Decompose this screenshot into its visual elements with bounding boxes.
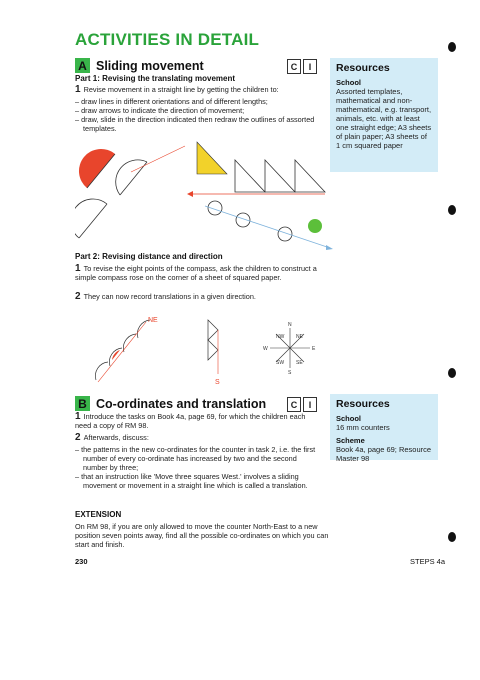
svg-text:N: N: [288, 322, 292, 328]
part1-step1: 1 Revise movement in a straight line by getting the children to:: [75, 84, 279, 95]
section-b-header: [75, 396, 266, 411]
section-b-bullets: [75, 445, 320, 490]
outline-triangle: [265, 160, 295, 192]
part2-step2: 2 They can now record translations in a given direction.: [75, 291, 256, 302]
resources-school-label: School: [336, 414, 362, 423]
outline-semicircle: [116, 160, 147, 195]
binder-hole-dot: [448, 205, 456, 215]
binder-hole-dot: [448, 368, 456, 378]
red-semicircle-shape: [79, 149, 115, 188]
resources-school-text: 16 mm counters: [336, 423, 390, 432]
activity-type-icons-a: [287, 59, 317, 74]
resources-scheme-text: Book 4a, page 69; Resource Master 98: [336, 445, 432, 463]
svg-text:W: W: [263, 346, 268, 352]
section-b-badge: B: [75, 396, 90, 411]
outline-triangle: [235, 160, 265, 192]
binder-hole-dot: [448, 42, 456, 52]
resources-scheme-label: Scheme: [336, 436, 365, 445]
ne-label: NE: [148, 317, 158, 324]
compass-illustration: [90, 310, 330, 390]
extension-title: EXTENSION: [75, 510, 122, 519]
section-b-step1: 1 Introduce the tasks on Book 4a, page 69, for which the children each need a copy of RM 98.: [75, 411, 306, 430]
individual-activity-icon: I: [303, 59, 317, 74]
part2-title: Part 2: Revising distance and direction: [75, 252, 223, 261]
resources-school-label: School: [336, 78, 362, 87]
svg-text:E: E: [312, 346, 316, 352]
slide-arrow: [131, 146, 185, 172]
svg-text:S: S: [288, 370, 292, 376]
class-activity-icon: C: [287, 59, 301, 74]
outline-triangle: [295, 160, 325, 192]
resources-title: Resources: [336, 62, 390, 74]
list-item: – draw lines in different orientations and of different lengths;: [75, 97, 268, 106]
section-a-header: [75, 58, 204, 73]
section-a-badge: A: [75, 58, 90, 73]
list-item: – the patterns in the new co-ordinates for the counter in task 2, i.e. the first number of every co-ordinate has increased by two and the second number by three;: [75, 445, 316, 472]
resources-school-text: Assorted templates, mathematical and non-mathematical, e.g. transport, animals, etc. with at least one straight edge; A3 sheets of plain paper; A3 sheets of 1 cm squared paper: [336, 87, 432, 150]
list-item: – draw arrows to indicate the direction of movement;: [75, 106, 245, 115]
activity-type-icons-b: [287, 397, 317, 412]
list-item: – that an instruction like 'Move three squares West.' involves a sliding movement or movement in a straight line which is called a translation.: [75, 472, 308, 490]
list-item: – draw, slide in the direction indicated then redraw the outlines of assorted templates.: [75, 115, 315, 133]
resources-panel-b: [330, 394, 438, 463]
svg-text:SE: SE: [296, 360, 303, 366]
outline-semicircle-lower: [75, 199, 107, 238]
part2-step1: 1 To revise the eight points of the compass, ask the children to construct a simple compass rose on the corner of a sheet of squared paper.: [75, 263, 317, 282]
page-title: ACTIVITIES IN DETAIL: [75, 30, 260, 49]
s-label: S: [215, 379, 220, 386]
green-circle-shape: [308, 219, 322, 233]
page-number: 230: [75, 557, 88, 566]
part1-title: Part 1: Revising the translating movement: [75, 74, 236, 83]
part1-bullets: [75, 97, 325, 133]
individual-activity-icon: I: [303, 397, 317, 412]
resources-panel-a: [330, 58, 438, 172]
svg-text:NW: NW: [276, 334, 285, 340]
section-b-step2: 2 Afterwards, discuss:: [75, 432, 149, 443]
svg-text:NE: NE: [296, 334, 303, 340]
svg-text:SW: SW: [276, 360, 285, 366]
yellow-triangle-shape: [197, 142, 227, 174]
section-b-title: Co-ordinates and translation: [96, 396, 267, 411]
section-a-title: Sliding movement: [96, 58, 204, 73]
book-title: STEPS 4a: [410, 557, 446, 566]
extension-text: On RM 98, if you are only allowed to move the counter North-East to a new position seven points away, find all the possible co-ordinates on which you can start and finish.: [75, 522, 329, 549]
resources-title: Resources: [336, 398, 390, 410]
sliding-shapes-illustration: [75, 140, 335, 250]
class-activity-icon: C: [287, 397, 301, 412]
outline-circle: [278, 227, 292, 241]
binder-hole-dot: [448, 532, 456, 542]
